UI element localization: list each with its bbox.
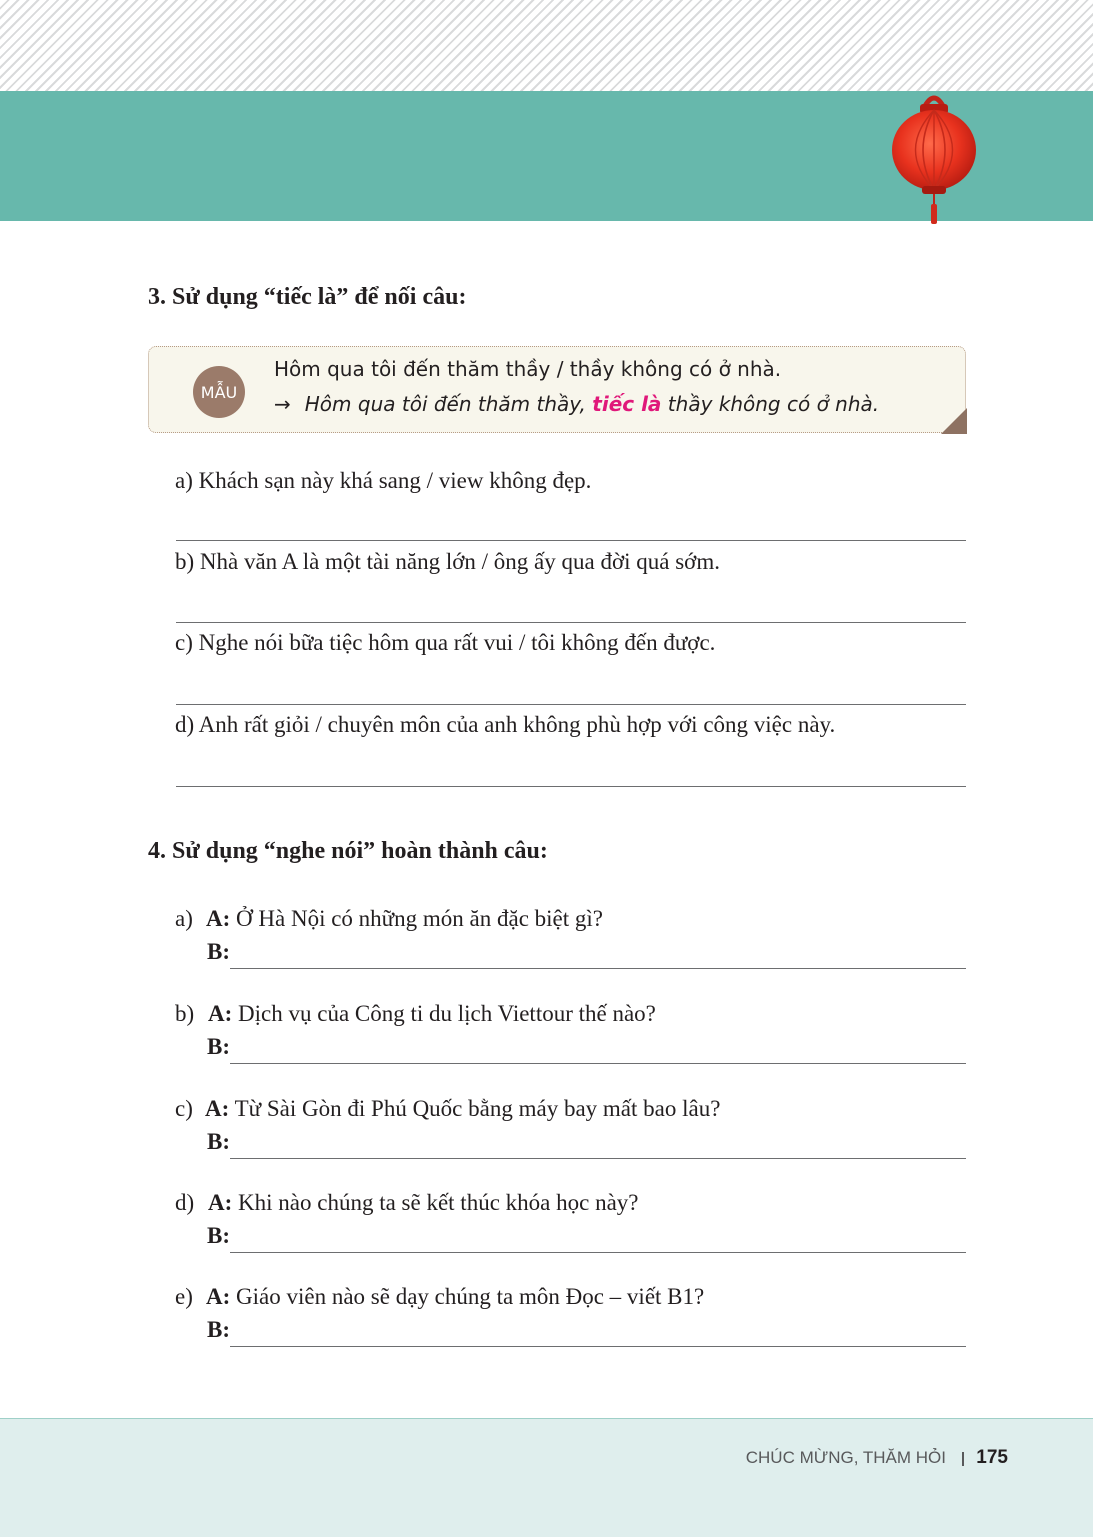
speaker-b: B: (207, 939, 230, 964)
question-line (206, 906, 603, 932)
speaker-a: A: (205, 1096, 230, 1121)
speaker-a: A: (206, 1284, 231, 1309)
answer-line[interactable] (230, 1063, 966, 1064)
arrow-right-icon: → (274, 392, 291, 416)
sample-badge: MẪU (193, 366, 245, 418)
answer-line[interactable] (230, 1346, 966, 1347)
item-label: d) (175, 1190, 195, 1215)
dialogue-item (175, 1096, 966, 1176)
page-number: 175 (976, 1447, 1008, 1468)
answer-line[interactable] (230, 1158, 966, 1159)
item-label: b) (175, 1001, 195, 1026)
answer-line[interactable] (176, 622, 966, 623)
exercise-3-item: a) Khách sạn này khá sang / view không đẹp. (175, 468, 592, 493)
speaker-b: B: (207, 1223, 230, 1248)
page-fold-icon (941, 408, 967, 434)
question-line (208, 1190, 639, 1216)
question-text: Dịch vụ của Công ti du lịch Viettour thế nào? (238, 1001, 656, 1026)
question-text: Từ Sài Gòn đi Phú Quốc bằng máy bay mất bao lâu? (234, 1096, 721, 1121)
sample-prompt: Hôm qua tôi đến thăm thầy / thầy không có ở nhà. (274, 357, 782, 381)
sample-answer-highlight: tiếc là (592, 392, 662, 416)
sample-answer-start: Hôm qua tôi đến thăm thầy, (304, 392, 593, 416)
sample-box (148, 346, 966, 433)
speaker-a: A: (208, 1190, 233, 1215)
exercise-3-item: d) Anh rất giỏi / chuyên môn của anh không phù hợp với công việc này. (175, 712, 836, 737)
sample-answer-end: thầy không có ở nhà. (661, 392, 880, 416)
answer-line[interactable] (176, 540, 966, 541)
answer-line[interactable] (230, 1252, 966, 1253)
exercise-4-title: 4. Sử dụng “nghe nói” hoàn thành câu: (148, 838, 548, 864)
question-line (206, 1284, 704, 1310)
item-label: a) (175, 906, 193, 931)
speaker-b: B: (207, 1129, 230, 1154)
speaker-b: B: (207, 1317, 230, 1342)
speaker-a: A: (208, 1001, 233, 1026)
dialogue-item (175, 906, 966, 986)
answer-line[interactable] (230, 968, 966, 969)
page-footer (0, 1418, 1093, 1537)
chapter-name: CHÚC MỪNG, THĂM HỎI (745, 1448, 946, 1467)
question-line (208, 1001, 656, 1027)
sample-answer (274, 392, 879, 416)
red-lantern-icon (882, 88, 986, 228)
question-text: Khi nào chúng ta sẽ kết thúc khóa học này? (238, 1190, 639, 1215)
exercise-3-item: c) Nghe nói bữa tiệc hôm qua rất vui / tôi không đến được. (175, 630, 716, 655)
exercise-3-title: 3. Sử dụng “tiếc là” để nối câu: (148, 284, 467, 310)
question-text: Ở Hà Nội có những món ăn đặc biệt gì? (236, 906, 603, 931)
exercise-3-item: b) Nhà văn A là một tài năng lớn / ông ấy qua đời quá sớm. (175, 549, 720, 574)
dialogue-item (175, 1284, 966, 1364)
item-label: e) (175, 1284, 193, 1309)
striped-header-band (0, 0, 1093, 91)
speaker-b: B: (207, 1034, 230, 1059)
answer-line[interactable] (176, 704, 966, 705)
dialogue-item (175, 1190, 966, 1270)
question-text: Giáo viên nào sẽ dạy chúng ta môn Đọc – viết B1? (236, 1284, 705, 1309)
footer-divider (962, 1452, 964, 1466)
speaker-a: A: (206, 906, 231, 931)
item-label: c) (175, 1096, 193, 1121)
question-line (205, 1096, 720, 1122)
dialogue-item (175, 1001, 966, 1081)
answer-line[interactable] (176, 786, 966, 787)
